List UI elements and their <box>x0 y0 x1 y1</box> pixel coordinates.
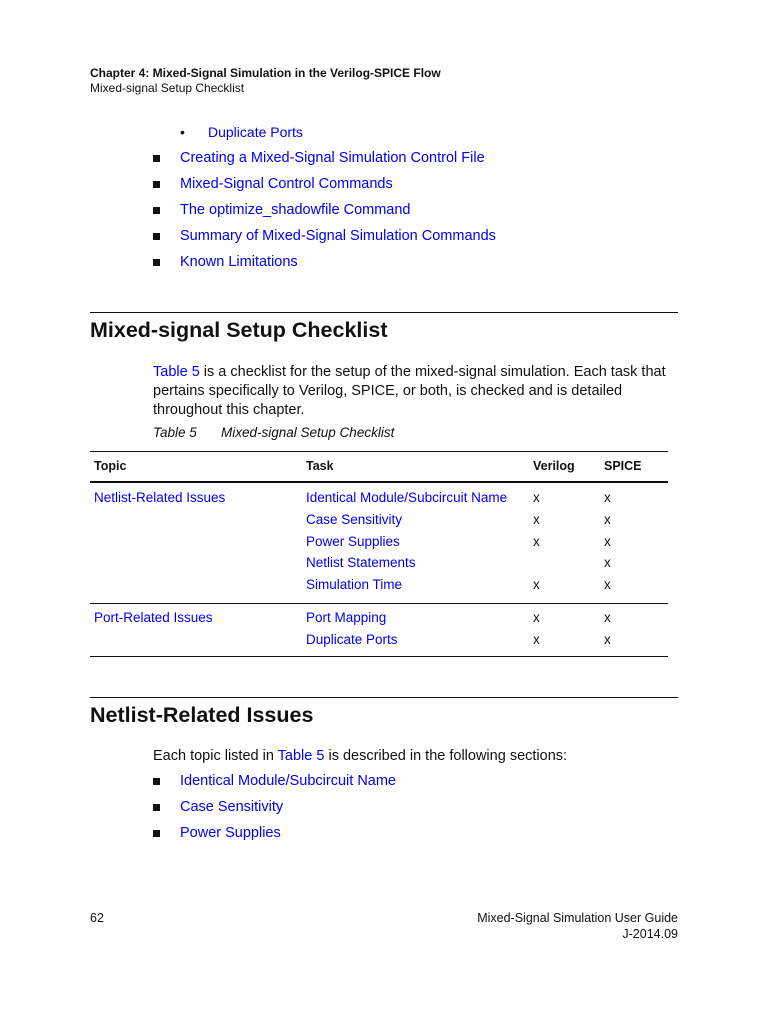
link-creating-control-file[interactable]: Creating a Mixed-Signal Simulation Control File <box>180 150 485 166</box>
topic-port-related-issues[interactable]: Port-Related Issues <box>94 610 213 625</box>
setup-checklist-table <box>90 451 668 661</box>
task-port-mapping[interactable]: Port Mapping <box>306 610 387 625</box>
verilog-check: x <box>533 512 540 527</box>
page-number: 62 <box>90 911 104 925</box>
table-top-rule <box>90 451 668 452</box>
table-bottom-rule <box>90 656 668 657</box>
table-header-rule <box>90 481 668 483</box>
square-bullet-icon <box>153 830 160 837</box>
column-header-verilog: Verilog <box>533 459 575 473</box>
task-netlist-statements[interactable]: Netlist Statements <box>306 555 416 570</box>
spice-check: x <box>604 555 611 570</box>
link-power-supplies[interactable]: Power Supplies <box>180 825 281 841</box>
intro-text-before: Each topic listed in <box>153 748 278 764</box>
caption-label: Table 5 <box>153 425 197 440</box>
running-header-section: Mixed-signal Setup Checklist <box>90 81 245 95</box>
section-divider <box>90 312 678 313</box>
link-optimize-shadowfile[interactable]: The optimize_shadowfile Command <box>180 202 411 218</box>
link-control-commands[interactable]: Mixed-Signal Control Commands <box>180 176 393 192</box>
spice-check: x <box>604 577 611 592</box>
verilog-check: x <box>533 610 540 625</box>
caption-title: Mixed-signal Setup Checklist <box>221 425 395 440</box>
task-identical-module-name[interactable]: Identical Module/Subcircuit Name <box>306 490 508 505</box>
footer-version: J-2014.09 <box>622 927 678 941</box>
section2-intro <box>153 747 678 766</box>
link-known-limitations[interactable]: Known Limitations <box>180 254 298 270</box>
task-power-supplies[interactable]: Power Supplies <box>306 534 400 549</box>
square-bullet-icon <box>153 804 160 811</box>
link-identical-module-name[interactable]: Identical Module/Subcircuit Name <box>180 773 396 789</box>
verilog-check: x <box>533 534 540 549</box>
paragraph-text: is a checklist for the setup of the mixed-signal simulation. Each task that pertains specifically to Verilog, SPICE, or both, is checked and is detailed throughout this chapter. <box>153 364 666 418</box>
link-table-5[interactable]: Table 5 <box>153 364 200 380</box>
spice-check: x <box>604 632 611 647</box>
square-bullet-icon <box>153 181 160 188</box>
spice-check: x <box>604 534 611 549</box>
intro-text-after: is described in the following sections: <box>324 748 568 764</box>
topic-netlist-related-issues[interactable]: Netlist-Related Issues <box>94 490 226 505</box>
task-duplicate-ports[interactable]: Duplicate Ports <box>306 632 398 647</box>
square-bullet-icon <box>153 207 160 214</box>
square-bullet-icon <box>153 233 160 240</box>
square-bullet-icon <box>153 778 160 785</box>
square-bullet-icon <box>153 259 160 266</box>
link-case-sensitivity[interactable]: Case Sensitivity <box>180 799 284 815</box>
link-duplicate-ports[interactable]: Duplicate Ports <box>208 124 303 140</box>
link-table-5[interactable]: Table 5 <box>277 748 325 764</box>
square-bullet-icon <box>153 155 160 162</box>
verilog-check: x <box>533 632 540 647</box>
table-group-rule <box>90 603 668 604</box>
verilog-check: x <box>533 490 540 505</box>
spice-check: x <box>604 610 611 625</box>
footer-doc-title: Mixed-Signal Simulation User Guide <box>477 911 678 925</box>
bullet-dot-icon: • <box>180 124 185 140</box>
section-divider <box>90 697 678 698</box>
verilog-check: x <box>533 577 540 592</box>
column-header-task: Task <box>306 459 334 473</box>
link-summary-commands[interactable]: Summary of Mixed-Signal Simulation Commands <box>180 228 496 244</box>
section-title-setup-checklist: Mixed-signal Setup Checklist <box>90 318 388 342</box>
column-header-spice: SPICE <box>604 459 642 473</box>
table-caption <box>153 425 395 440</box>
running-header-chapter: Chapter 4: Mixed-Signal Simulation in the Verilog-SPICE Flow <box>90 66 441 80</box>
column-header-topic: Topic <box>94 459 127 473</box>
spice-check: x <box>604 490 611 505</box>
section-intro-paragraph <box>153 363 678 420</box>
task-case-sensitivity[interactable]: Case Sensitivity <box>306 512 403 527</box>
section-title-netlist-issues: Netlist-Related Issues <box>90 703 314 727</box>
task-simulation-time[interactable]: Simulation Time <box>306 577 403 592</box>
spice-check: x <box>604 512 611 527</box>
